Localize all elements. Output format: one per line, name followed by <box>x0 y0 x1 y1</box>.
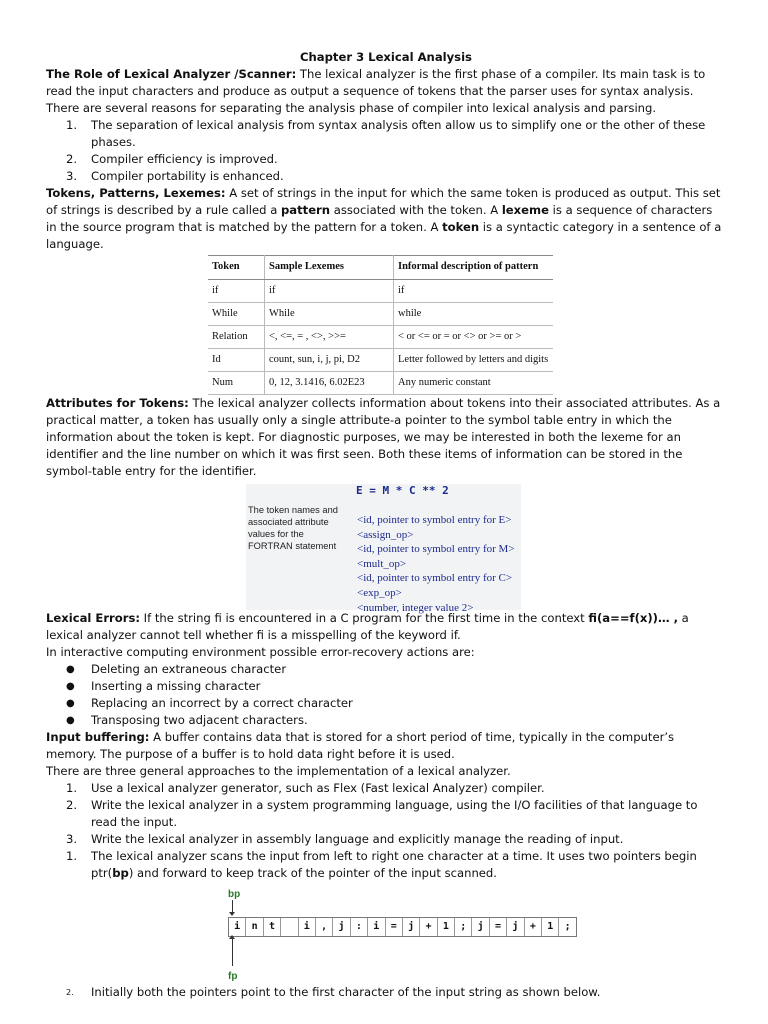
buffer-cell: = <box>490 918 507 936</box>
table-header-row <box>208 256 553 280</box>
list-item: ● Replacing an incorrect by a correct character <box>66 696 353 710</box>
figure-caption: The token names and associated attribute values for the FORTRAN statement <box>248 505 338 551</box>
table-row: Num 0, 12, 3.1416, 6.02E23 Any numeric constant <box>208 372 553 395</box>
buffer-cell: i <box>229 918 246 936</box>
recovery-intro: In interactive computing environment possible error-recovery actions are: <box>46 645 475 659</box>
approaches-intro: There are three general approaches to the implementation of a lexical analyzer. <box>46 764 511 778</box>
role-paragraph <box>46 66 726 100</box>
input-buffering-paragraph: Input buffering: A buffer contains data that is stored for a short period of time, typically in the computer’s memory. The purpose of a buffer is to hold data right before it is used. <box>46 730 675 761</box>
table-row: While While while <box>208 303 553 326</box>
buffer-cell: i <box>299 918 316 936</box>
table-row: Id count, sun, i, j, pi, D2 Letter followed by letters and digits <box>208 349 553 372</box>
buffer-cell: j <box>472 918 489 936</box>
role-heading: The Role of Lexical Analyzer /Scanner: <box>46 67 297 81</box>
token-line: <exp_op> <box>357 586 402 599</box>
reasons-list <box>46 117 726 185</box>
buffer-cell: 1 <box>438 918 455 936</box>
reasons-intro: There are several reasons for separating the analysis phase of compiler into lexical analysis and parsing. <box>46 101 657 115</box>
buffer-cell: i <box>368 918 385 936</box>
document-page <box>46 49 726 1001</box>
bullet-icon: ● <box>66 664 75 675</box>
list-item: 1. The lexical analyzer scans the input from left to right one character at a time. It uses two pointers begin ptr(bp) and forward to keep track of the pointer of the input scanned. <box>66 849 697 880</box>
bullet-icon: ● <box>66 715 75 726</box>
token-table <box>208 255 553 395</box>
buffer-cell: j <box>403 918 420 936</box>
buffer-cell: ; <box>564 921 571 932</box>
column-header: Token <box>208 256 265 280</box>
errors-paragraph: Lexical Errors: If the string fi is encountered in a C program for the first time in the context fi(a==f(x))… , a lexical analyzer cannot tell whether fi is a misspelling of the keyword if. <box>46 611 689 642</box>
list-item: 1. The separation of lexical analysis from syntax analysis often allow us to simplify one or the other of these phases. <box>66 118 706 149</box>
buffer-cells <box>228 917 577 937</box>
list-item: 3. Compiler portability is enhanced. <box>66 169 284 183</box>
tokens-heading: Tokens, Patterns, Lexemes: <box>46 186 226 200</box>
tokens-paragraph: Tokens, Patterns, Lexemes: A set of strings in the input for which the same token is produced as output. This set of strings is described by a rule called a pattern associated with the token. A lexeme is a sequence of characters in the source program that is matched by the pattern for a token. A token is a syntactic category in a sentence of a language. <box>46 186 722 251</box>
buffer-cell: n <box>246 918 263 936</box>
forward-pointer-label: fp <box>228 971 238 982</box>
buffer-cell: j <box>507 918 524 936</box>
pointer-list <box>46 984 726 1001</box>
column-header: Sample Lexemes <box>265 256 394 280</box>
errors-heading: Lexical Errors: <box>46 611 140 625</box>
buffer-cell: , <box>316 918 333 936</box>
list-item: ● Transposing two adjacent characters. <box>66 713 308 727</box>
list-item: 2. Write the lexical analyzer in a system programming language, using the I/O facilities of that language to read the input. <box>66 798 698 829</box>
buffer-cell: j <box>333 918 350 936</box>
bullet-icon: ● <box>66 698 75 709</box>
role-text: The lexical analyzer is the first phase of a compiler. Its main task is to read the input characters and produce as output a sequence of tokens that the parser uses for syntax analysis. <box>46 67 706 98</box>
input-buffer-figure <box>228 886 571 984</box>
forward-pointer-arrow-icon <box>232 938 233 966</box>
token-line: <id, pointer to symbol entry for E> <box>357 514 512 526</box>
fortran-statement: E = M * C ** 2 <box>356 484 449 497</box>
column-header: Informal description of pattern <box>394 256 554 280</box>
table-row: Relation <, <=, = , <>, >>= < or <= or = or <> or >= or > <box>208 326 553 349</box>
recovery-list <box>46 661 726 729</box>
buffer-cell <box>281 918 298 936</box>
buffer-cell: : <box>351 918 368 936</box>
list-item: 1. Use a lexical analyzer generator, such as Flex (Fast lexical Analyzer) compiler. <box>66 781 545 795</box>
table-row: if if if <box>208 280 553 303</box>
list-item: 3. Write the lexical analyzer in assembly language and explicitly manage the reading of input. <box>66 832 624 846</box>
begin-pointer-label: bp <box>228 889 241 900</box>
buffer-cell: = <box>386 918 403 936</box>
buffer-cell: t <box>264 918 281 936</box>
page-title: Chapter 3 Lexical Analysis <box>300 50 472 64</box>
list-item: 2. Compiler efficiency is improved. <box>66 152 278 166</box>
token-line: <assign_op> <box>357 528 414 541</box>
buffer-cell: + <box>420 918 437 936</box>
list-item: ● Deleting an extraneous character <box>66 662 287 676</box>
list-item: 2. Initially both the pointers point to the first character of the input string as shown below. <box>66 985 601 999</box>
list-item: ● Inserting a missing character <box>66 679 261 693</box>
token-line: <number, integer value 2> <box>357 601 474 614</box>
token-line: <id, pointer to symbol entry for C> <box>357 572 513 585</box>
buffer-cell: + <box>525 918 542 936</box>
fortran-token-figure <box>246 484 521 614</box>
bullet-icon: ● <box>66 681 75 692</box>
attributes-heading: Attributes for Tokens: <box>46 396 189 410</box>
buffer-cell: ; <box>455 918 472 936</box>
approaches-list <box>46 780 726 882</box>
input-buffering-heading: Input buffering: <box>46 730 150 744</box>
token-line: <mult_op> <box>357 557 407 570</box>
begin-pointer-arrow-icon <box>232 900 233 914</box>
buffer-cell: 1 <box>542 918 559 936</box>
attributes-paragraph: Attributes for Tokens: The lexical analyzer collects information about tokens into their associated attributes. As a practical matter, a token has usually only a single attribute-a pointer to the symbol table entry in which the information about the token is kept. For diagnostic purposes, we may be interested in both the lexeme for an identifier and the line number on which it was first seen. Both these items of information can be stored in the symbol-table entry for the identifier. <box>46 396 721 478</box>
token-attribute-list <box>357 513 515 615</box>
token-line: <id, pointer to symbol entry for M> <box>357 543 515 556</box>
